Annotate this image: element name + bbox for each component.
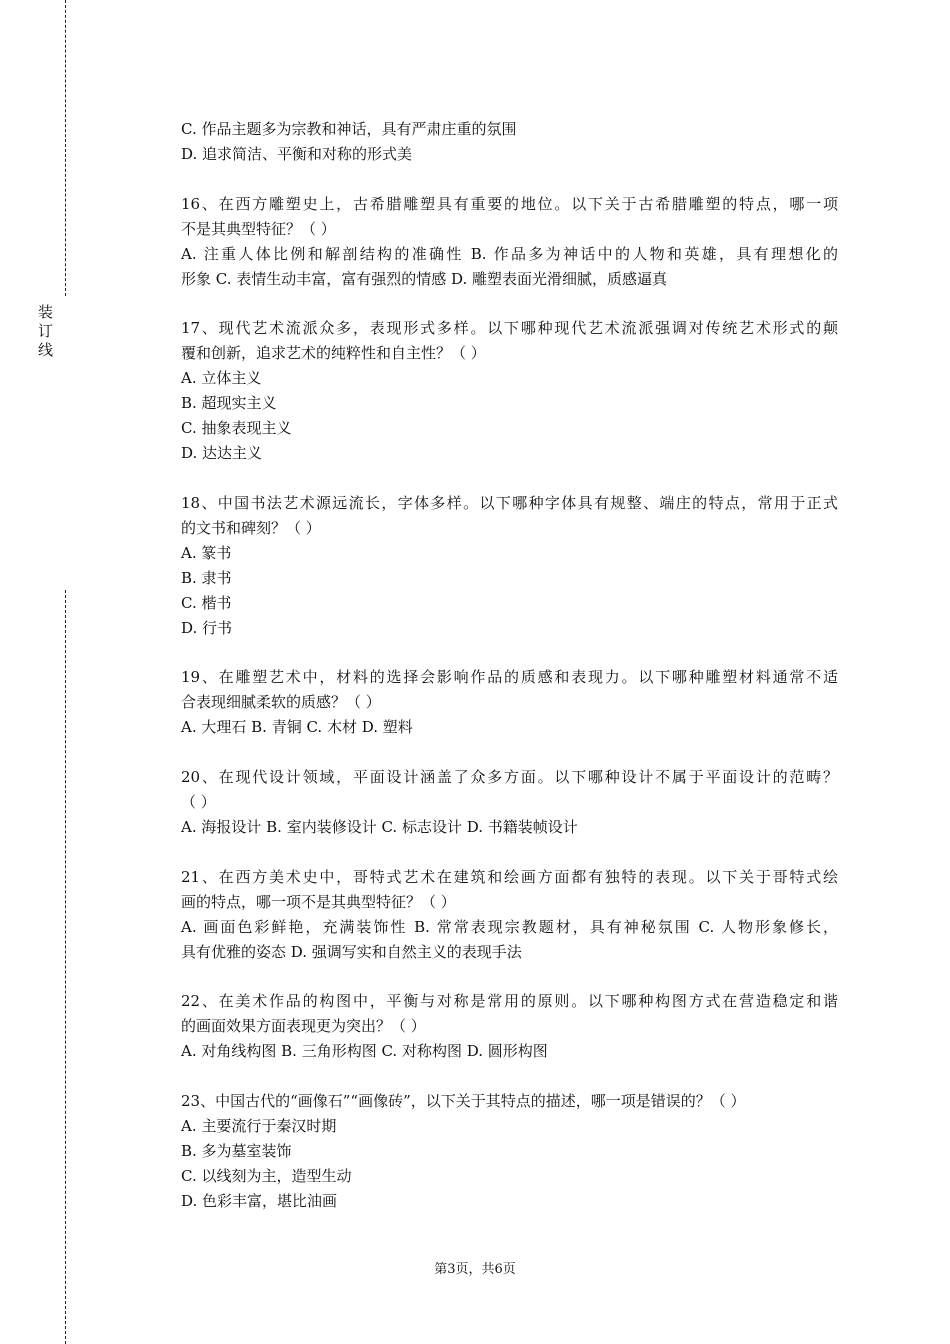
question-text-line: D. 色彩丰富，堪比油画 [181, 1192, 338, 1210]
question-text-line: A. 注重人体比例和解剖结构的准确性 B. 作品多为神话中的人物和英雄，具有理想化的 [181, 245, 838, 263]
question-text-line: B. 隶书 [181, 569, 232, 587]
question-text-line: （ ） [181, 793, 216, 811]
question-text-line: D. 达达主义 [181, 444, 263, 462]
question-text-line: A. 大理石 B. 青铜 C. 木材 D. 塑料 [181, 718, 413, 736]
binding-line-top [65, 0, 66, 296]
question-text-line: A. 篆书 [181, 544, 232, 562]
question-text-line: D. 追求简洁、平衡和对称的形式美 [181, 145, 413, 163]
question-text-line: D. 行书 [181, 619, 233, 637]
question-text-line: 18、中国书法艺术源远流长，字体多样。以下哪种字体具有规整、端庄的特点，常用于正式 [181, 494, 838, 512]
question-text-line: C. 以线刻为主，造型生动 [181, 1167, 352, 1185]
binding-char: 订 [38, 322, 54, 340]
question-text-line: 形象 C. 表情生动丰富，富有强烈的情感 D. 雕塑表面光滑细腻，质感逼真 [181, 270, 668, 288]
question-text-line: 23、中国古代的“画像石”“画像砖”，以下关于其特点的描述，哪一项是错误的？（ ） [181, 1092, 746, 1110]
question-text-line: 21、在西方美术史中，哥特式艺术在建筑和绘画方面都有独特的表现。以下关于哥特式绘 [181, 868, 838, 886]
binding-char: 装 [38, 303, 54, 321]
question-text-line: C. 抽象表现主义 [181, 419, 292, 437]
question-text-line: 的文书和碑刻？（ ） [181, 519, 321, 537]
question-text-line: 覆和创新，追求艺术的纯粹性和自主性？（ ） [181, 344, 486, 362]
binding-char: 线 [38, 341, 54, 359]
question-text-line: 具有优雅的姿态 D. 强调写实和自然主义的表现手法 [181, 943, 522, 961]
question-text-line: 合表现细腻柔软的质感？（ ） [181, 693, 381, 711]
question-text-line: 20、在现代设计领域，平面设计涵盖了众多方面。以下哪种设计不属于平面设计的范畴？ [181, 768, 838, 786]
question-text-line: C. 楷书 [181, 594, 232, 612]
question-text-line: B. 多为墓室装饰 [181, 1142, 292, 1160]
page-footer: 第3页，共6页 [434, 1262, 516, 1277]
question-text-line: A. 主要流行于秦汉时期 [181, 1117, 337, 1135]
question-text-line: A. 立体主义 [181, 369, 262, 387]
binding-line-bottom [65, 590, 66, 1344]
question-text-line: C. 作品主题多为宗教和神话，具有严肃庄重的氛围 [181, 120, 517, 138]
question-text-line: 画的特点，哪一项不是其典型特征？（ ） [181, 893, 456, 911]
question-text-line: A. 对角线构图 B. 三角形构图 C. 对称构图 D. 圆形构图 [181, 1042, 548, 1060]
question-text-line: 17、现代艺术流派众多，表现形式多样。以下哪种现代艺术流派强调对传统艺术形式的颠 [181, 319, 838, 337]
binding-label [38, 303, 54, 360]
question-text-line: A. 画面色彩鲜艳，充满装饰性 B. 常常表现宗教题材，具有神秘氛围 C. 人物形象修长， [181, 918, 838, 936]
question-text-line: 22、在美术作品的构图中，平衡与对称是常用的原则。以下哪种构图方式在营造稳定和谐 [181, 992, 838, 1010]
question-text-line: A. 海报设计 B. 室内装修设计 C. 标志设计 D. 书籍装帧设计 [181, 818, 578, 836]
question-text-line: 不是其典型特征？（ ） [181, 220, 336, 238]
question-text-line: 的画面效果方面表现更为突出？（ ） [181, 1017, 426, 1035]
question-text-line: 19、在雕塑艺术中，材料的选择会影响作品的质感和表现力。以下哪种雕塑材料通常不适 [181, 668, 838, 686]
question-text-line: B. 超现实主义 [181, 394, 277, 412]
question-text-line: 16、在西方雕塑史上，古希腊雕塑具有重要的地位。以下关于古希腊雕塑的特点，哪一项 [181, 195, 838, 213]
